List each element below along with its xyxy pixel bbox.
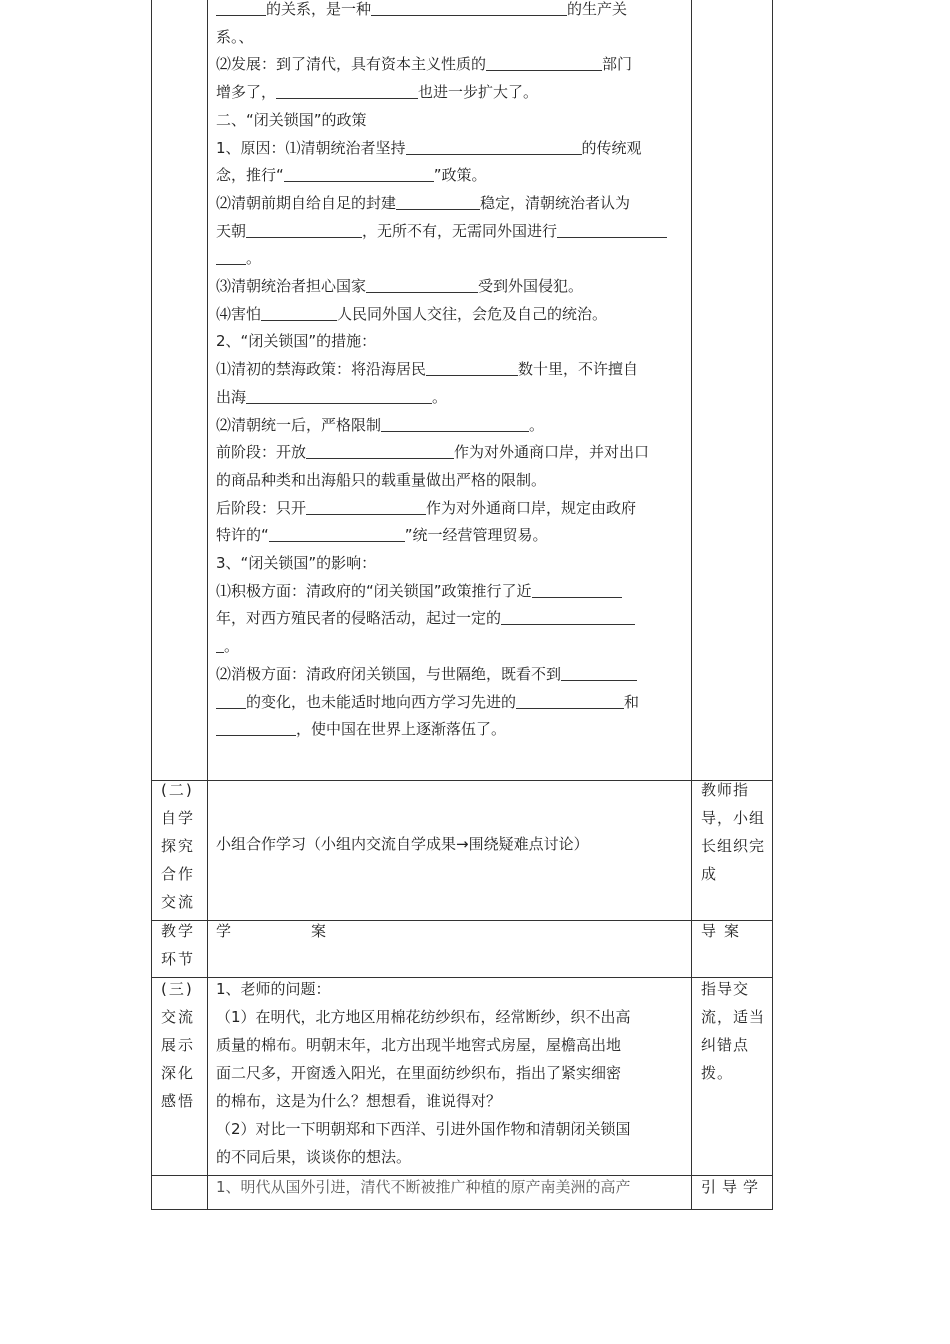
fill-blank[interactable] [371, 0, 567, 16]
line-text: 数十里，不许擅自 [518, 360, 639, 379]
teacher-guidance-2: 教师指导，小组长组织完成 [701, 781, 766, 883]
study-plan-header-a: 学 [216, 922, 232, 940]
fill-blank[interactable] [306, 496, 426, 515]
line-text: 的生产关 [567, 0, 628, 18]
fill-blank[interactable] [516, 690, 624, 709]
line-text: 增多了， [216, 83, 277, 102]
stage-label-2: (二) 自学探究合作交流 [161, 781, 196, 911]
fill-blank[interactable] [269, 523, 405, 542]
line-text: 作为对外通商口岸，并对出口 [454, 443, 650, 462]
text-line [216, 494, 686, 522]
line-text: 年，对西方殖民者的侵略活动，起过一定的 [216, 609, 502, 628]
question-line: 面二尺多，开窗透入阳光，在里面纺纱织布，指出了紧实细密 [216, 1064, 622, 1082]
line-text: ⑴积极方面：清政府的“闭关锁国”政策推行了近 [216, 581, 532, 600]
row5-text: 1、明代从国外引进，清代不断被推广种植的原产南美洲的高产 [216, 1178, 631, 1196]
line-text: 作为对外通商口岸，规定由政府 [426, 498, 637, 517]
table-border-bottom [151, 1209, 773, 1210]
text-line [216, 0, 686, 23]
question-line: （2）对比一下明朝郑和下西洋、引进外国作物和清朝闭关锁国 [216, 1120, 631, 1138]
line-text: 2、“闭关锁国”的措施： [216, 332, 377, 351]
line-text: 。 [529, 415, 545, 434]
group-study-text: 小组合作学习（小组内交流自学成果→围绕疑难点讨论） [216, 835, 589, 853]
text-line [216, 632, 686, 660]
text-line [216, 715, 686, 743]
line-text: ⑴清初的禁海政策：将沿海居民 [216, 360, 427, 379]
line-text: ⑵消极方面：清政府闭关锁国，与世隔绝，既看不到 [216, 664, 562, 683]
line-text: 的商品种类和出海船只的载重量做出严格的限制。 [216, 470, 547, 489]
row5-guidance: 引导学 [701, 1178, 765, 1196]
question-line: 1、老师的问题： [216, 980, 331, 998]
line-text: 受到外国侵犯。 [478, 277, 584, 295]
line-text: ”统一经营管理贸易。 [404, 526, 548, 545]
fill-blank[interactable] [381, 413, 529, 432]
fill-blank[interactable] [306, 440, 454, 459]
fill-blank[interactable] [284, 163, 434, 182]
line-text: 和 [624, 692, 640, 711]
text-line [216, 23, 686, 51]
text-line [216, 161, 686, 189]
text-line [216, 466, 686, 494]
line-text: 稳定，清朝统治者认为 [480, 193, 631, 212]
table-border-right [772, 0, 773, 1210]
line-text: 天朝 [216, 221, 247, 240]
line-text: 人民同外国人交往，会危及自己的统治。 [337, 304, 608, 323]
line-text: 。 [432, 387, 448, 406]
line-text: 念，推行“ [216, 166, 284, 185]
line-text: 的变化，也未能适时地向西方学习先进的 [246, 692, 517, 711]
line-text: ，无所不有，无需同外国进行 [362, 221, 558, 240]
text-line [216, 521, 686, 549]
text-line [216, 217, 686, 245]
line-text: 二、“闭关锁国”的政策 [216, 110, 367, 129]
text-line [216, 327, 686, 355]
fill-blank[interactable] [396, 191, 480, 210]
table-divider-2 [691, 0, 692, 1210]
table-divider-1 [207, 0, 208, 1210]
text-line [216, 106, 686, 134]
text-line [216, 549, 686, 577]
fill-blank[interactable] [276, 80, 418, 99]
line-text: 出海 [216, 387, 247, 406]
stage-label-3: (三) 交流展示深化感悟 [161, 980, 196, 1110]
row-border [151, 780, 773, 781]
fill-blank[interactable] [246, 219, 362, 238]
fill-blank[interactable] [216, 690, 246, 709]
fill-blank[interactable] [261, 302, 337, 321]
fill-blank[interactable] [216, 0, 266, 16]
fill-blank[interactable] [501, 606, 635, 625]
line-text: ⑵清朝统一后，严格限制 [216, 415, 382, 434]
stage-header: 教学环节 [161, 922, 196, 968]
question-line: （1）在明代，北方地区用棉花纺纱织布，经常断纱，织不出高 [216, 1008, 631, 1026]
text-line [216, 438, 686, 466]
line-text: ⑷害怕 [216, 304, 262, 323]
text-line [216, 660, 686, 688]
text-line [216, 50, 686, 78]
fill-blank[interactable] [216, 634, 224, 653]
text-line [216, 78, 686, 106]
row-border [151, 920, 773, 921]
text-line [216, 300, 686, 328]
question-line: 质量的棉布。明朝末年，北方出现半地窖式房屋，屋檐高出地 [216, 1036, 622, 1054]
line-text: 3、“闭关锁国”的影响： [216, 554, 377, 572]
line-text: ⑵发展：到了清代，具有资本主义性质的 [216, 55, 487, 74]
fill-blank[interactable] [366, 274, 478, 293]
text-line [216, 688, 686, 716]
teacher-guidance-3: 指导交流，适当纠错点拨。 [701, 980, 766, 1082]
fill-blank[interactable] [216, 717, 296, 736]
text-line [216, 355, 686, 383]
fill-blank[interactable] [486, 52, 602, 71]
line-text: 的传统观 [581, 138, 642, 157]
text-line [216, 411, 686, 439]
text-line [216, 577, 686, 605]
line-text: ⑵清朝前期自给自足的封建 [216, 193, 397, 212]
line-text: 也进一步扩大了。 [418, 83, 539, 102]
line-text: ”政策。 [433, 166, 487, 185]
text-line [216, 189, 686, 217]
study-plan-header-b: 案 [311, 922, 327, 940]
line-text: 的关系，是一种 [266, 0, 372, 18]
fill-blank[interactable] [532, 579, 622, 598]
text-line [216, 244, 686, 272]
line-text: ，使中国在世界上逐渐落伍了。 [296, 720, 507, 739]
fill-blank[interactable] [216, 246, 246, 265]
text-line [216, 383, 686, 411]
lesson-plan-table [151, 0, 773, 1210]
line-text: 特许的“ [216, 526, 269, 545]
text-line [216, 134, 686, 162]
fill-blank[interactable] [426, 357, 518, 376]
question-line: 的棉布，这是为什么？想想看，谁说得对？ [216, 1092, 502, 1110]
line-text: 。 [224, 637, 240, 656]
fill-blank[interactable] [406, 136, 582, 155]
text-line [216, 272, 686, 300]
line-text: ⑶清朝统治者担心国家 [216, 277, 367, 295]
text-line [216, 604, 686, 632]
line-text: 系。、 [216, 27, 254, 46]
guide-plan-header: 导案 [701, 922, 748, 940]
line-text: 。 [246, 249, 262, 268]
line-text: 部门 [602, 55, 633, 74]
line-text: 1、原因：⑴清朝统治者坚持 [216, 138, 406, 157]
fill-blank[interactable] [557, 219, 667, 238]
fill-blank[interactable] [561, 662, 637, 681]
fill-blank[interactable] [246, 385, 432, 404]
question-line: 的不同后果，谈谈你的想法。 [216, 1148, 412, 1166]
table-border-left [151, 0, 152, 1210]
line-text: 前阶段：开放 [216, 443, 307, 462]
line-text: 后阶段：只开 [216, 498, 307, 517]
